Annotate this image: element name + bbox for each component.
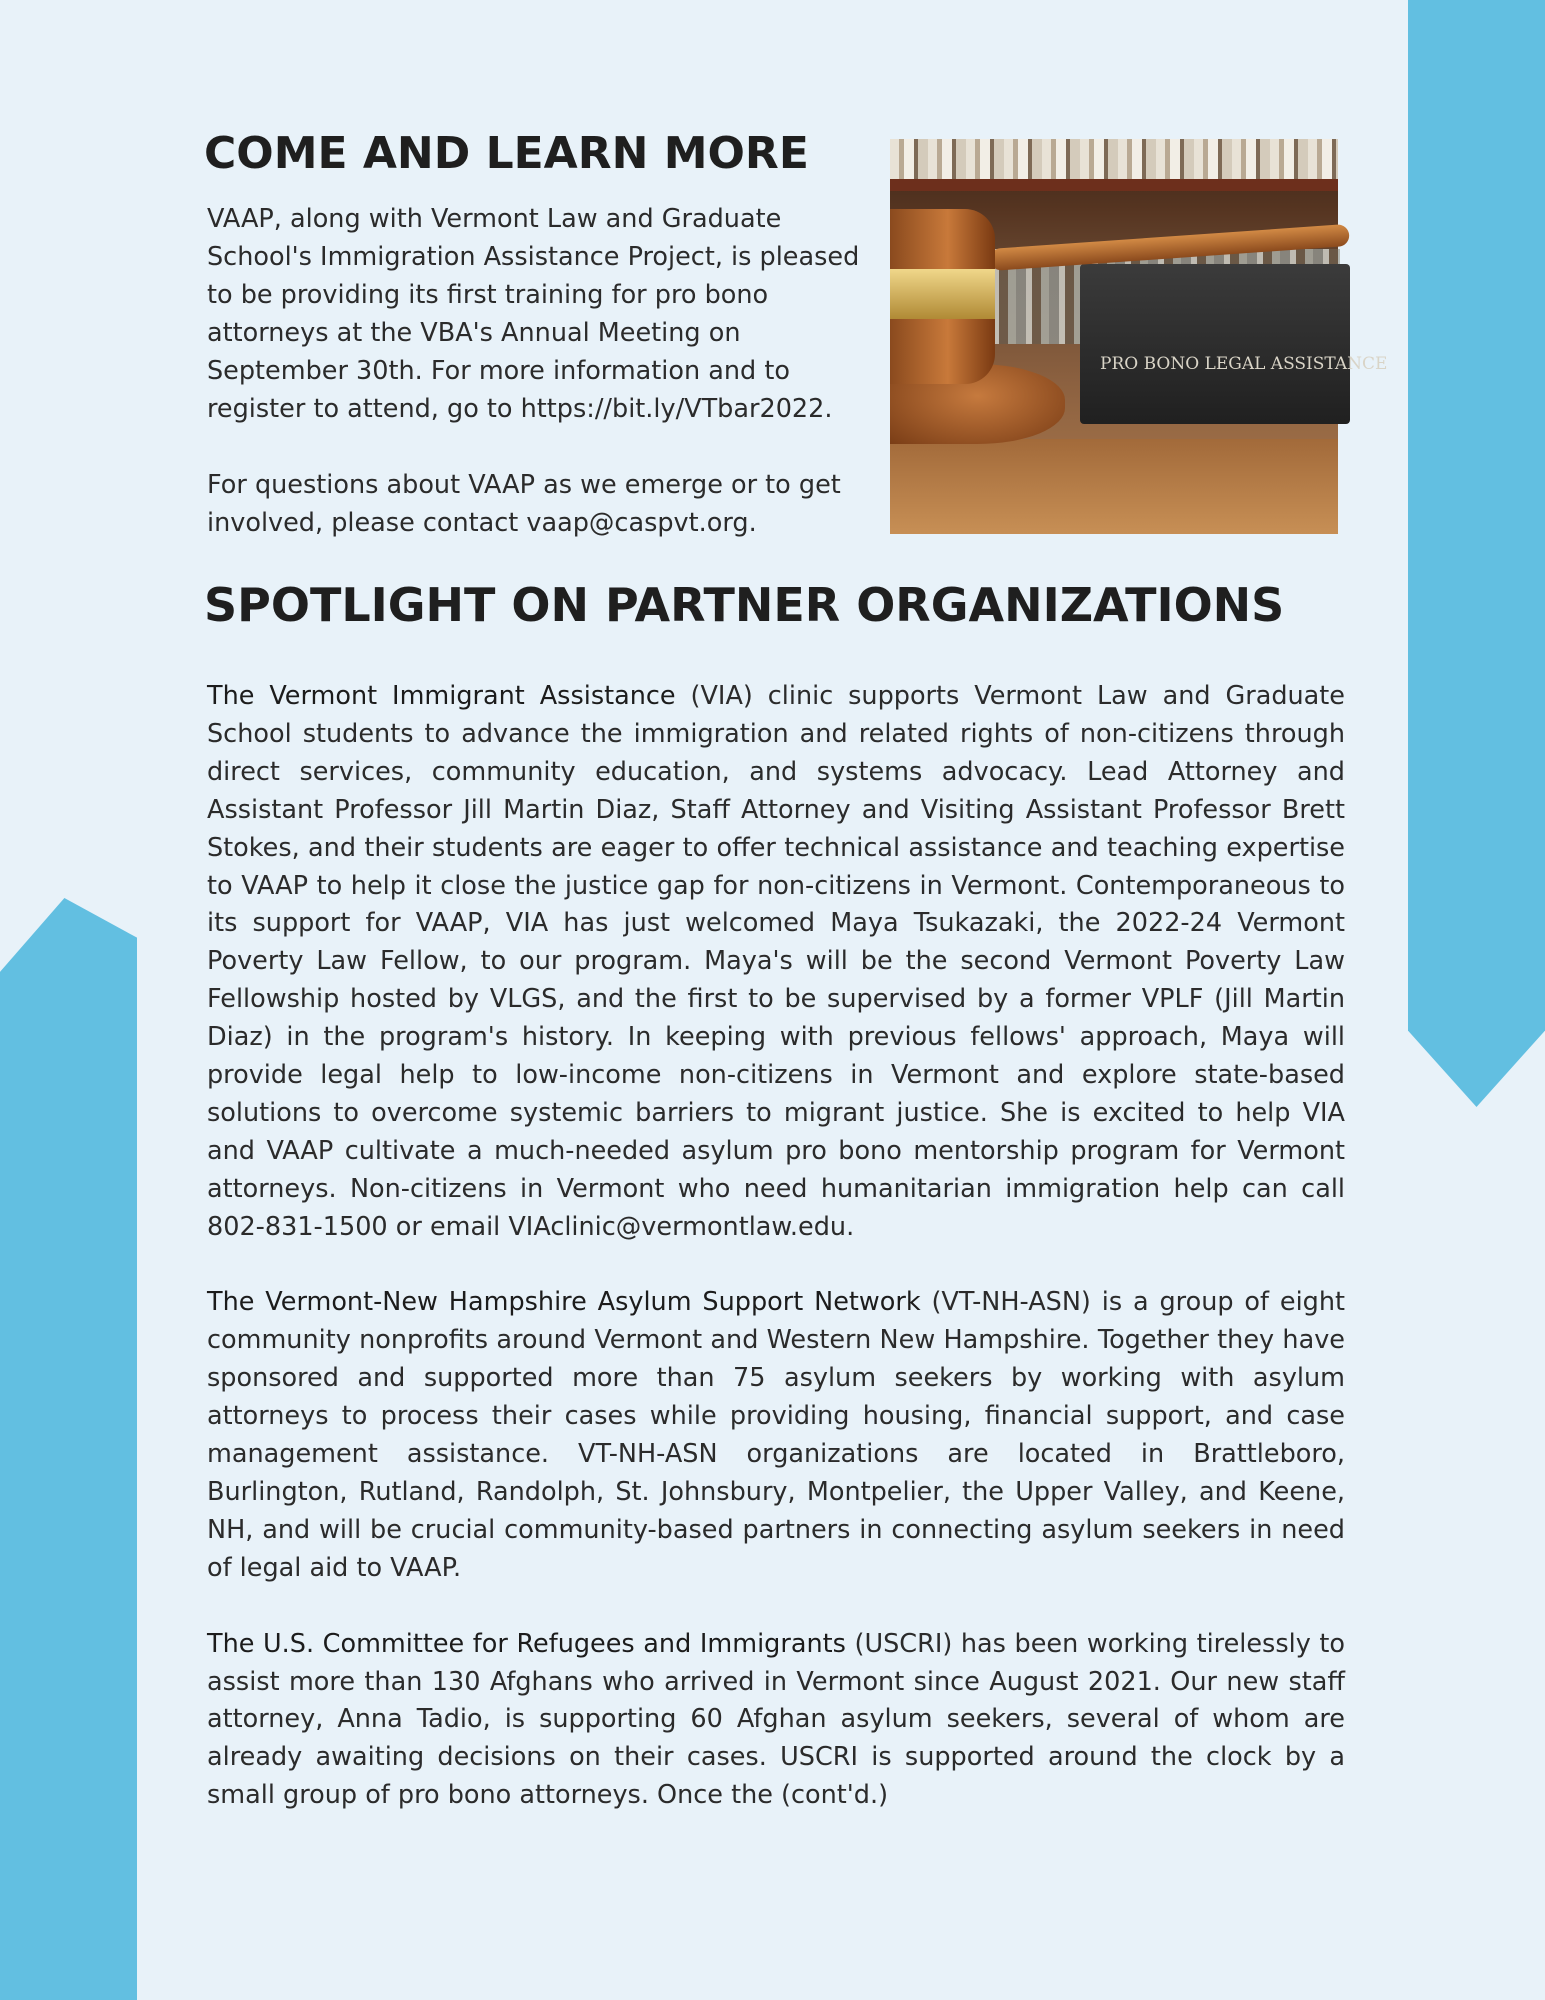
right-ribbon-decoration <box>1408 0 1545 1107</box>
learn-more-paragraph-2: For questions about VAAP as we emerge or to get involved, please contact vaap@caspvt.org. <box>207 470 841 538</box>
spotlight-heading: SPOTLIGHT ON PARTNER ORGANIZATIONS <box>204 578 1285 632</box>
org-name: The Vermont Immigrant Assistance <box>207 681 676 711</box>
org-paragraph-via <box>207 678 1345 1247</box>
org-description: (VIA) clinic supports Vermont Law and Graduate School students to advance the immigration and related rights of non-citizens through direct services, community education, and systems advocacy. Lead Attorney and Assistant Professor Jill Martin Diaz, Staff Attorney and Visiting Assistant Professor Brett Stokes, and their students are eager to offer technical assistance and teaching expertise to VAAP to help it close the justice gap for non-citizens in Vermont. Contemporaneous to its support for VAAP, VIA has just welcomed Maya Tsukazaki, the 2022-24 Vermont Poverty Law Fellow, to our program. Maya's will be the second Vermont Poverty Law Fellowship hosted by VLGS, and the first to be supervised by a former VPLF (Jill Martin Diaz) in the program's history. In keeping with previous fellows' approach, Maya will provide legal help to low-income non-citizens in Vermont and explore state-based solutions to overcome systemic barriers to migrant justice. She is excited to help VIA and VAAP cultivate a much-needed asylum pro bono mentorship program for Vermont attorneys. Non-citizens in Vermont who need humanitarian immigration help can call 802-831-1500 or email VIAclinic@vermontlaw.edu. <box>207 681 1345 1242</box>
gavel-photo <box>890 139 1388 534</box>
spotlight-body <box>207 678 1345 1815</box>
learn-more-heading: COME AND LEARN MORE <box>204 128 809 179</box>
book-label: PRO BONO LEGAL ASSISTANCE <box>1100 354 1388 374</box>
org-description: (USCRI) has been working tirelessly to assist more than 130 Afghans who arrived in Vermont since August 2021. Our new staff attorney, Anna Tadio, is supporting 60 Afghan asylum seekers, several of whom are already awaiting decisions on their cases. USCRI is supported around the clock by a small group of pro bono attorneys. Once the (cont'd.) <box>207 1628 1345 1811</box>
org-description: (VT-NH-ASN) is a group of eight community nonprofits around Vermont and Western New Hampshire. Together they have sponsored and supported more than 75 asylum seekers by working with asylum attorneys to process their cases while providing housing, financial support, and case management assistance. VT-NH-ASN organizations are located in Brattleboro, Burlington, Rutland, Randolph, St. Johnsbury, Montpelier, the Upper Valley, and Keene, NH, and will be crucial community-based partners in connecting asylum seekers in need of legal aid to VAAP. <box>207 1287 1346 1583</box>
gavel-band <box>890 269 995 319</box>
org-paragraph-vt-nh-asn <box>207 1284 1345 1587</box>
learn-more-text <box>207 200 887 542</box>
learn-more-paragraph-1: VAAP, along with Vermont Law and Graduate School's Immigration Assistance Project, is pleased to be providing its first training for pro bono attorneys at the VBA's Annual Meeting on September 30th. For more information and to register to attend, go to https://bit.ly/VTbar2022. <box>207 204 860 424</box>
org-paragraph-uscri <box>207 1626 1345 1816</box>
left-ribbon-decoration <box>0 898 137 2000</box>
org-name: The U.S. Committee for Refugees and Immigrants <box>207 1628 846 1659</box>
org-name: The Vermont-New Hampshire Asylum Support Network <box>207 1287 921 1318</box>
book-image <box>1080 264 1350 424</box>
